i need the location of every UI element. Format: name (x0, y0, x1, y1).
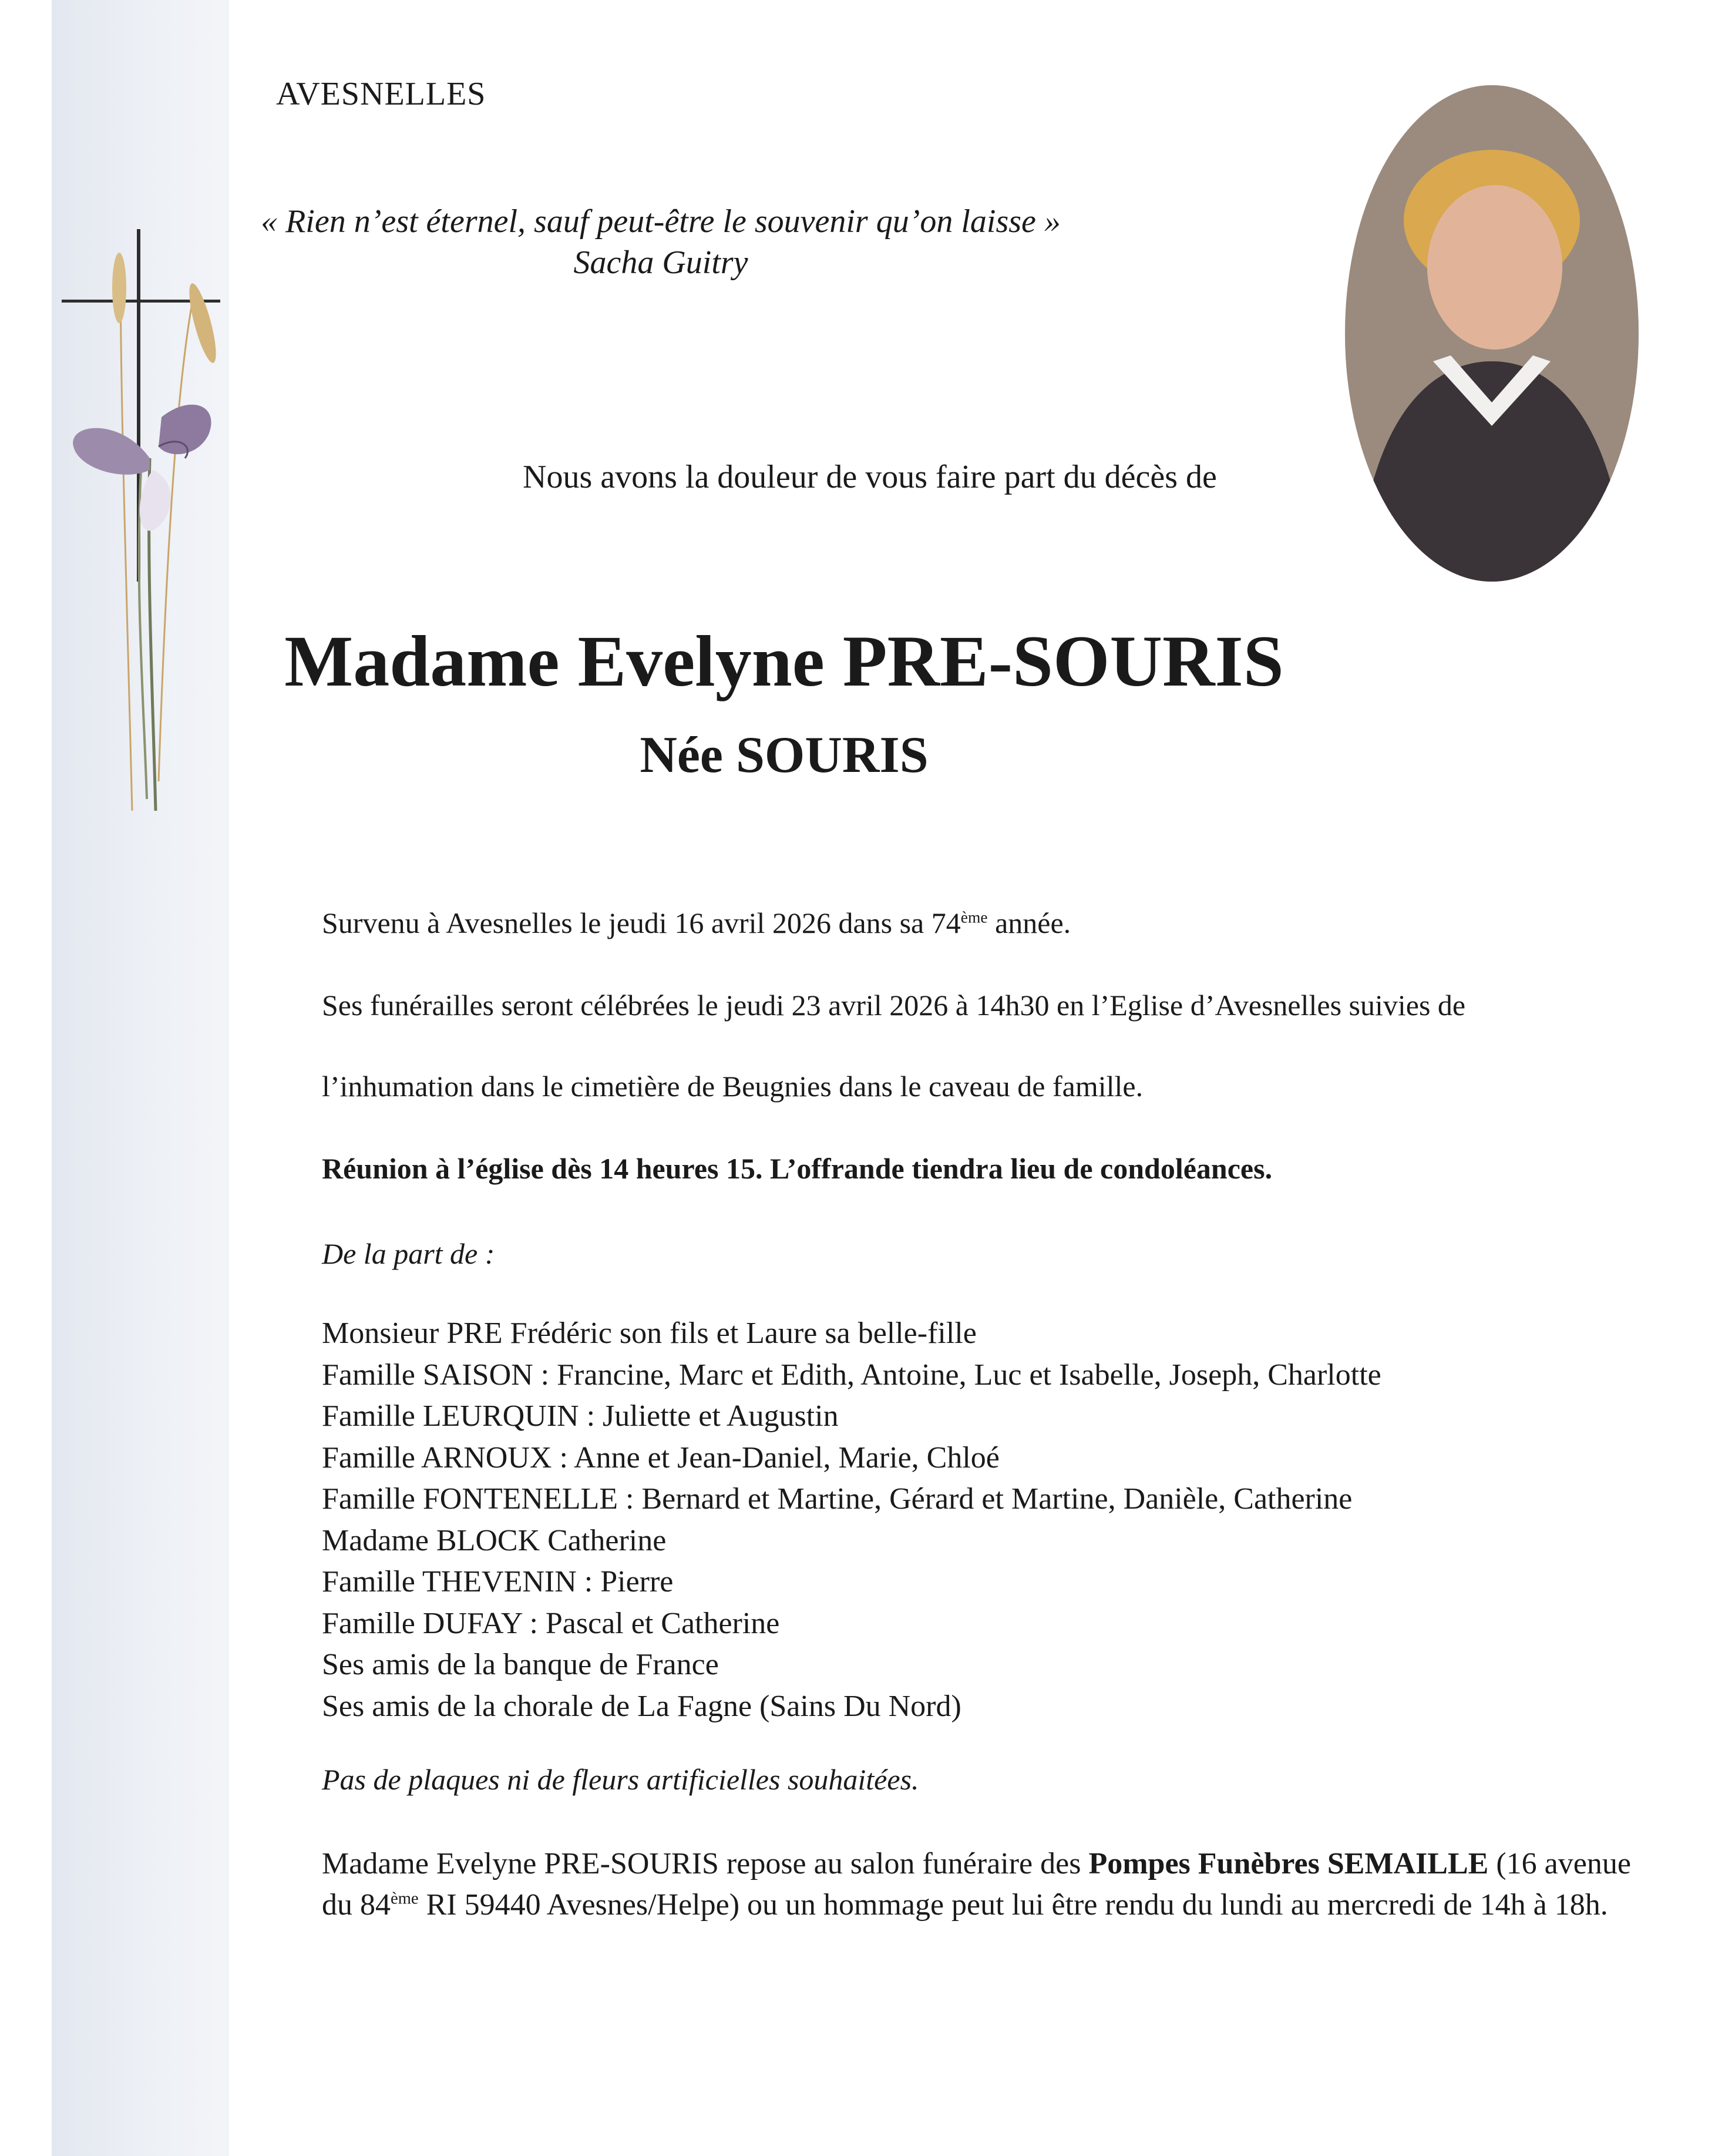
ordinal-suffix: ème (960, 908, 988, 926)
announcement-intro: Nous avons la douleur de vous faire part du décès de (523, 459, 1217, 495)
flowers-note: Pas de plaques ni de fleurs artificielles souhaitées. (322, 1763, 919, 1796)
list-item: Famille SAISON : Francine, Marc et Edith, Antoine, Luc et Isabelle, Joseph, Charlotte (322, 1358, 1381, 1392)
family-list (322, 1313, 1381, 1727)
funeral-line-1: Ses funérailles seront célébrées le jeudi 23 avril 2026 à 14h30 en l’Eglise d’Avesnelles suivies de (322, 989, 1466, 1022)
death-date-text: Survenu à Avesnelles le jeudi 16 avril 2026 dans sa 74 (322, 906, 961, 939)
ordinal-suffix: ème (391, 1889, 419, 1908)
death-date-line (322, 906, 1071, 940)
visitation-address: (16 avenue du 84 (322, 1847, 1631, 1922)
list-item: Famille THEVENIN : Pierre (322, 1565, 674, 1598)
quote-author: Sacha Guitry (573, 244, 748, 281)
funeral-line-2: l’inhumation dans le cimetière de Beugnies dans le caveau de famille. (322, 1070, 1144, 1103)
list-item: Famille DUFAY : Pascal et Catherine (322, 1606, 780, 1640)
on-behalf-heading: De la part de : (322, 1237, 495, 1270)
list-item: Monsieur PRE Frédéric son fils et Laure sa belle-fille (322, 1317, 977, 1350)
visitation-text: Madame Evelyne PRE-SOURIS repose au salon funéraire des (322, 1847, 1089, 1880)
list-item: Famille FONTENELLE : Bernard et Martine, Gérard et Martine, Danièle, Catherine (322, 1482, 1353, 1516)
portrait-photo (1345, 85, 1639, 582)
epitaph-quote: « Rien n’est éternel, sauf peut-être le souvenir qu’on laisse » (261, 203, 1061, 240)
list-item: Famille ARNOUX : Anne et Jean-Daniel, Marie, Chloé (322, 1440, 1000, 1475)
visitation-hours: RI 59440 Avesnes/Helpe) ou un hommage peut lui être rendu du lundi au mercredi de 14h à 18h. (418, 1888, 1608, 1922)
list-item: Ses amis de la banque de France (322, 1648, 719, 1681)
list-item: Famille LEURQUIN : Juliette et Augustin (322, 1399, 839, 1433)
gathering-note: Réunion à l’église dès 14 heures 15. L’offrande tiendra lieu de condoléances. (322, 1152, 1273, 1185)
list-item: Madame BLOCK Catherine (322, 1523, 667, 1557)
portrait-figure-icon (1345, 85, 1639, 582)
death-date-end: année. (987, 906, 1071, 939)
funeral-home-name: Pompes Funèbres SEMAILLE (1088, 1847, 1489, 1880)
visitation-paragraph (322, 1843, 1643, 1926)
town-heading: AVESNELLES (276, 76, 486, 112)
deceased-name: Madame Evelyne PRE-SOURIS (284, 621, 1284, 701)
list-item: Ses amis de la chorale de La Fagne (Sains Du Nord) (322, 1689, 961, 1723)
maiden-name: Née SOURIS (640, 727, 929, 784)
